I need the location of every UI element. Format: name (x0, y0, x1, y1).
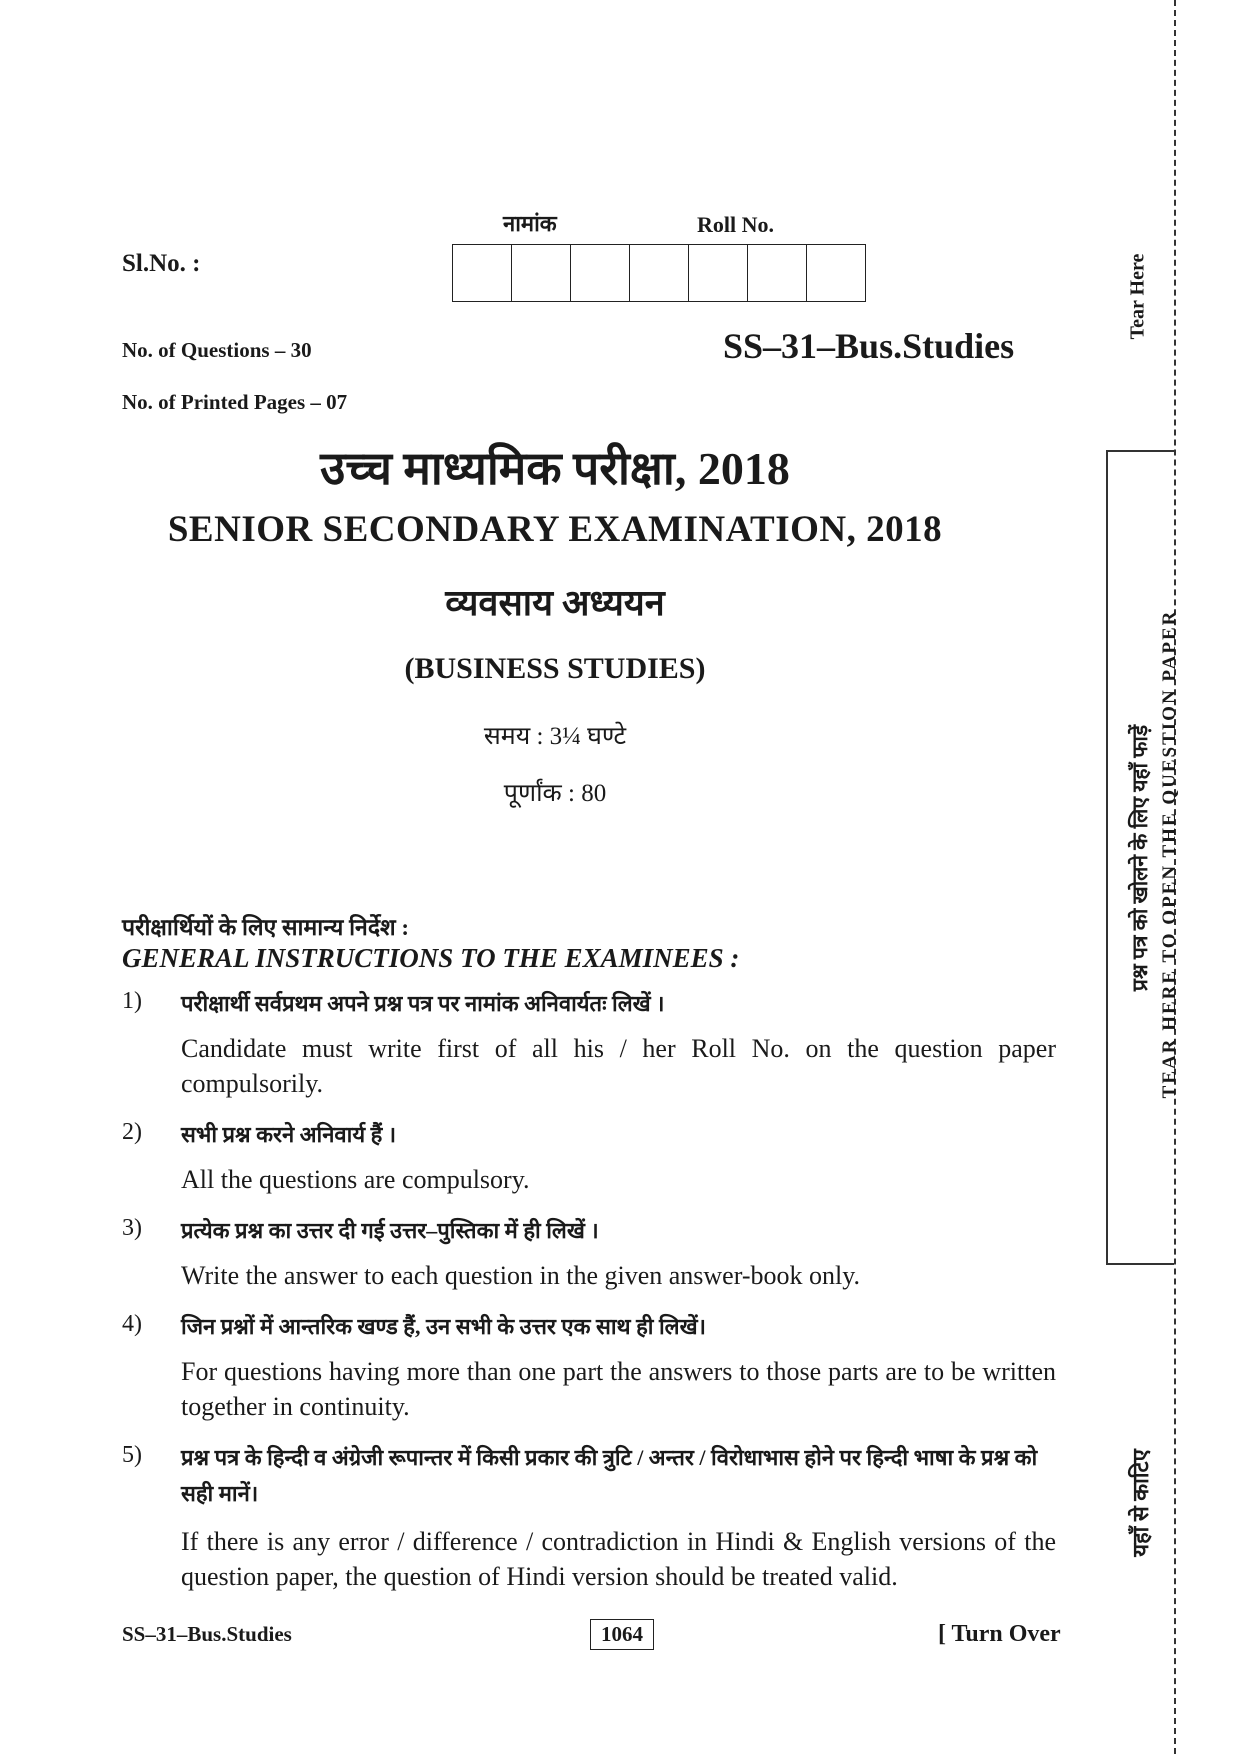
footer-paper-code: SS–31–Bus.Studies (122, 1622, 292, 1646)
roll-label-english: Roll No. (697, 212, 774, 237)
subject-title-hindi: व्यवसाय अध्ययन (445, 583, 665, 623)
sl-no-label: Sl.No. : (122, 250, 201, 277)
tear-here-label: Tear Here (1126, 253, 1149, 340)
roll-box[interactable] (689, 245, 748, 301)
exam-title-english: SENIOR SECONDARY EXAMINATION, 2018 (167, 509, 943, 550)
instruction-number: 2) (122, 1119, 142, 1145)
exam-time: समय : 3¼ घण्टे (483, 723, 627, 750)
paper-code: SS–31–Bus.Studies (723, 326, 1015, 366)
instruction-number: 1) (122, 988, 142, 1014)
roll-box[interactable] (630, 245, 689, 301)
tear-instruction-hindi: प्रश्न पत्र को खोलने के लिए यहाँ फाड़ें (1128, 724, 1152, 992)
turn-over-label: [ Turn Over (938, 1621, 1061, 1647)
roll-number-boxes (452, 244, 866, 302)
instruction-english: All the questions are compulsory. (181, 1165, 530, 1194)
tear-instruction-english: TEAR HERE TO OPEN THE QUESTION PAPER (1159, 609, 1180, 1099)
instruction-hindi: जिन प्रश्नों में आन्तरिक खण्ड हैं, उन सभी के उत्तर एक साथ ही लिखें। (181, 1314, 706, 1339)
roll-box[interactable] (512, 245, 571, 301)
instruction-english: Write the answer to each question in the given answer-book only. (181, 1261, 861, 1290)
roll-box[interactable] (571, 245, 630, 301)
instruction-number: 5) (122, 1442, 142, 1468)
number-of-questions: No. of Questions – 30 (122, 338, 312, 362)
instructions-heading-english: GENERAL INSTRUCTIONS TO THE EXAMINEES : (122, 943, 740, 973)
roll-label-hindi: नामांक (503, 211, 557, 236)
instruction-hindi: प्रश्न पत्र के हिन्दी व अंग्रेजी रूपान्तर में किसी प्रकार की त्रुटि / अन्तर / विरोधाभास होने पर हिन्दी भाषा के प्रश्न को सही मानें। (181, 1445, 1038, 1506)
max-marks: पूर्णांक : 80 (503, 780, 607, 807)
instruction-english: If there is any error / difference / contradiction in Hindi & English versions of the question paper, the question of Hindi version should be treated valid. (181, 1527, 1056, 1591)
instruction-number: 3) (122, 1215, 142, 1241)
instruction-hindi: प्रत्येक प्रश्न का उत्तर दी गई उत्तर–पुस्तिका में ही लिखें । (181, 1218, 599, 1243)
subject-title-english: (BUSINESS STUDIES) (404, 652, 706, 685)
instruction-english: Candidate must write first of all his / her Roll No. on the question paper compulsorily. (181, 1034, 1056, 1098)
instruction-number: 4) (122, 1311, 142, 1337)
roll-box[interactable] (748, 245, 807, 301)
cut-here-hindi: यहाँ से काटिए (1128, 1449, 1153, 1557)
instruction-english: For questions having more than one part the answers to those parts are to be written together in continuity. (181, 1357, 1056, 1421)
instructions-heading-hindi: परीक्षार्थियों के लिए सामान्य निर्देश : (122, 915, 410, 940)
number-of-pages: No. of Printed Pages – 07 (122, 390, 348, 414)
exam-title-hindi: उच्च माध्यमिक परीक्षा, 2018 (320, 443, 790, 494)
instruction-hindi: परीक्षार्थी सर्वप्रथम अपने प्रश्न पत्र पर नामांक अनिवार्यतः लिखें । (181, 991, 665, 1016)
roll-box[interactable] (453, 245, 512, 301)
roll-box[interactable] (807, 245, 865, 301)
footer-code-box: 1064 (590, 1619, 654, 1650)
instruction-hindi: सभी प्रश्न करने अनिवार्य हैं । (181, 1122, 397, 1147)
